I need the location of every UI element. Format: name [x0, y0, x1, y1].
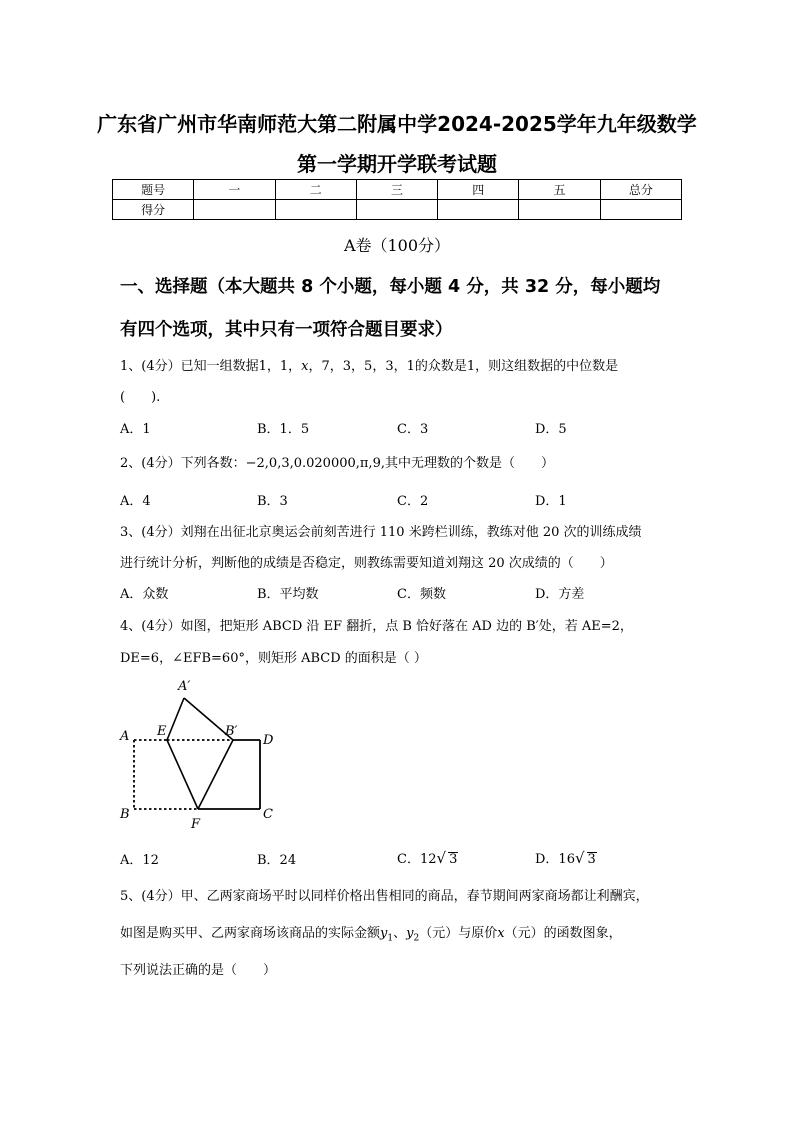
- paper-title-line2: 第一学期开学联考试题: [297, 152, 497, 176]
- q3-option-c[interactable]: C．频数: [397, 587, 446, 602]
- label-A-prime: A′: [178, 679, 191, 694]
- score-table-header-row: [113, 180, 682, 200]
- section-a-heading: A卷（100分）: [343, 236, 451, 255]
- q2-option-d[interactable]: D．1: [535, 494, 567, 509]
- q1-variable-x: x: [301, 359, 309, 374]
- q1-stem: 1、(4分）已知一组数据1，1，x，7，3，5，3，1的众数是1，则这组数据的中位数是: [120, 359, 619, 374]
- label-C: C: [263, 807, 273, 822]
- q1-option-a[interactable]: A．1: [120, 422, 151, 437]
- label-B-prime: B′: [225, 724, 238, 739]
- q4-stem-line2: DE=6，∠EFB=60°，则矩形 ABCD 的面积是（ ）: [120, 651, 427, 666]
- q5-stem-line2: 如图是购买甲、乙两家商场该商品的实际金额$y_1$、$y_2$（元）与原价x（元）的函数图象，: [120, 926, 622, 944]
- score-header-cell: 二: [275, 180, 356, 200]
- label-E: E: [157, 724, 167, 739]
- q4-option-b[interactable]: B．24: [257, 853, 297, 868]
- score-table: [112, 179, 682, 220]
- q4-rectangle-fold-figure: [112, 672, 282, 832]
- label-F: F: [191, 817, 201, 832]
- q3-option-b[interactable]: B．平均数: [257, 587, 319, 602]
- score-header-cell: 一: [194, 180, 275, 200]
- score-header-cell: 三: [356, 180, 437, 200]
- q1-option-d[interactable]: D．5: [535, 422, 567, 437]
- q2-option-b[interactable]: B．3: [257, 494, 288, 509]
- label-D: D: [263, 733, 274, 748]
- score-header-cell: 题号: [113, 180, 194, 200]
- q2-option-c[interactable]: C．2: [397, 494, 429, 509]
- label-B: B: [120, 807, 130, 822]
- q3-stem-line1: 3、(4分）刘翔在出征北京奥运会前刻苦进行 110 米跨栏训练，教练对他 20 次的训练成绩: [120, 525, 642, 540]
- q2-stem: 2、(4分）下列各数：−2,0,3,0.020000,π,9,其中无理数的个数是（ ）: [120, 456, 554, 471]
- section-1-heading-line2: 有四个选项，其中只有一项符合题目要求）: [120, 320, 453, 340]
- q5-var-y2: $y_2$: [406, 926, 420, 944]
- score-cell: [438, 200, 519, 220]
- q4-option-d[interactable]: D．16√ 3: [535, 849, 596, 867]
- segment-FB-prime: [198, 740, 233, 809]
- q3-option-a[interactable]: A．众数: [120, 587, 169, 602]
- q2-option-a[interactable]: A．4: [120, 494, 151, 509]
- score-cell: [356, 200, 437, 220]
- q5-var-y1: $y_1$: [380, 926, 394, 944]
- q1-option-c[interactable]: C．3: [397, 422, 429, 437]
- q3-option-d[interactable]: D．方差: [535, 587, 585, 602]
- score-row-label: 得分: [113, 200, 194, 220]
- q1-option-b[interactable]: B．1．5: [257, 422, 310, 437]
- score-header-cell: 四: [438, 180, 519, 200]
- q4-stem-line1: 4、(4分）如图，把矩形 ABCD 沿 EF 翻折，点 B 恰好落在 AD 边的 B′处，若 AE=2，: [120, 619, 633, 634]
- q4-option-c-radicand: 3: [449, 852, 458, 867]
- section-1-heading-line1: 一、选择题（本大题共 8 个小题，每小题 4 分，共 32 分，每小题均: [120, 277, 661, 297]
- q3-stem-line2: 进行统计分析，判断他的成绩是否稳定，则教练需要知道刘翔这 20 次成绩的（ ）: [120, 556, 613, 571]
- q2-number-list: −2,0,3,0.020000,π,9,: [245, 456, 385, 471]
- label-A: A: [120, 729, 130, 744]
- q4-option-a[interactable]: A．12: [120, 853, 159, 868]
- score-cell: [275, 200, 356, 220]
- paper-title-line1: 广东省广州市华南师范大第二附属中学2024-2025学年九年级数学: [97, 112, 697, 136]
- q4-option-c[interactable]: C．12√ 3: [397, 849, 458, 867]
- score-cell: [600, 200, 681, 220]
- q4-option-d-radicand: 3: [587, 852, 596, 867]
- score-cell: [519, 200, 600, 220]
- q5-var-x: x: [497, 926, 505, 941]
- q5-stem-line3: 下列说法正确的是（ ）: [120, 963, 277, 978]
- q5-stem-line1: 5、(4分）甲、乙两家商场平时以同样价格出售相同的商品，春节期间两家商场都让利酬宾，: [120, 889, 649, 904]
- segment-EF: [167, 740, 198, 809]
- score-table-score-row: [113, 200, 682, 220]
- score-header-cell: 五: [519, 180, 600, 200]
- segment-EA-prime: [167, 698, 184, 740]
- q1-stem-line2: ( ).: [120, 390, 161, 405]
- score-cell: [194, 200, 275, 220]
- score-header-cell: 总分: [600, 180, 681, 200]
